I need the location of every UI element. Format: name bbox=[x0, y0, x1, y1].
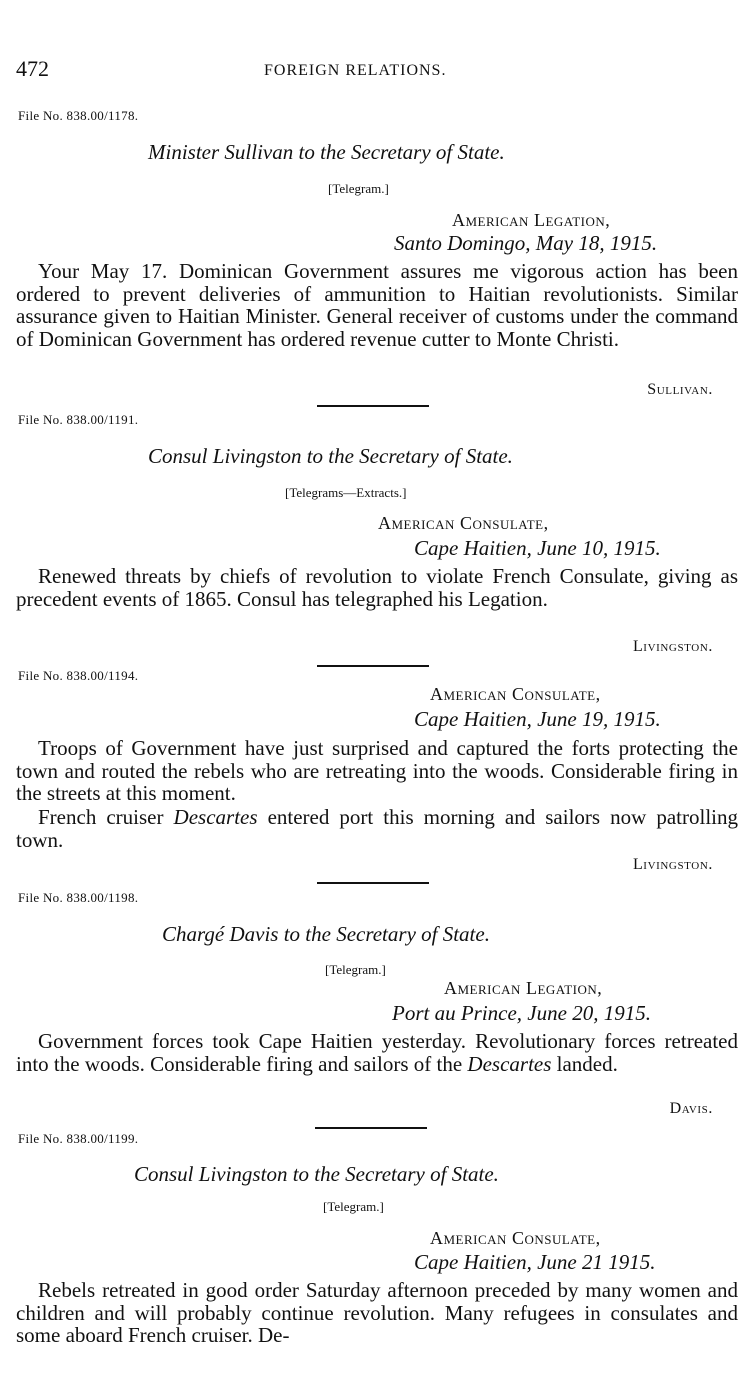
entry-title: Consul Livingston to the Secretary of State. bbox=[148, 444, 513, 468]
file-number: File No. 838.00/1194. bbox=[18, 668, 139, 683]
file-number: File No. 838.00/1191. bbox=[18, 412, 139, 427]
section-divider bbox=[317, 665, 429, 667]
entry-title: Minister Sullivan to the Secretary of State. bbox=[148, 140, 505, 164]
entry-title: Chargé Davis to the Secretary of State. bbox=[162, 922, 490, 946]
address-line: American Consulate, bbox=[430, 684, 601, 704]
place-date: Santo Domingo, May 18, 1915. bbox=[394, 231, 658, 255]
telegram-tag: [Telegrams—Extracts.] bbox=[285, 485, 407, 500]
signature: Livingston. bbox=[632, 638, 713, 655]
section-divider bbox=[317, 405, 429, 407]
file-number: File No. 838.00/1178. bbox=[18, 108, 139, 123]
page-number: 472 bbox=[16, 56, 49, 81]
message-body: Government forces took Cape Haitien yesterday. Revolutionary forces retreated into the woods. Considerable firing and sailors of the Descartes landed. bbox=[16, 1029, 738, 1076]
place-date: Cape Haitien, June 21 1915. bbox=[414, 1250, 656, 1274]
address-line: American Legation, bbox=[452, 210, 611, 230]
address-line: American Consulate, bbox=[430, 1228, 601, 1248]
message-body: Rebels retreated in good order Saturday afternoon preceded by many women and children and will probably continue revolution. Many refugees in consulates and some aboard French cruiser. De- bbox=[16, 1278, 738, 1348]
signature: Sullivan. bbox=[647, 381, 713, 398]
place-date: Cape Haitien, June 10, 1915. bbox=[414, 536, 661, 560]
signature: Livingston. bbox=[632, 856, 713, 873]
file-number: File No. 838.00/1198. bbox=[18, 890, 139, 905]
message-body: Troops of Government have just surprised and captured the forts protecting the town and routed the rebels who are retreating into the woods. Considerable firing in the streets at this moment. bbox=[16, 736, 738, 806]
message-body: Renewed threats by chiefs of revolution to violate French Consulate, giving as precedent events of 1865. Consul has telegraphed his Legation. bbox=[16, 564, 738, 611]
telegram-tag: [Telegram.] bbox=[328, 181, 389, 196]
message-body-2: French cruiser Descartes entered port this morning and sailors now patrolling town. bbox=[16, 805, 738, 852]
message-body: Your May 17. Dominican Government assures me vigorous action has been ordered to prevent deliveries of ammunition to Haitian revolutionists. Similar assurance given to Haitian Minister. General receiver of customs under the command of Dominican Government has ordered revenue cutter to Monte Christi. bbox=[16, 259, 738, 351]
telegram-tag: [Telegram.] bbox=[325, 962, 386, 977]
place-date: Cape Haitien, June 19, 1915. bbox=[414, 707, 661, 731]
running-head: FOREIGN RELATIONS. bbox=[264, 62, 447, 79]
address-line: American Legation, bbox=[444, 978, 603, 998]
signature: Davis. bbox=[669, 1100, 713, 1117]
file-number: File No. 838.00/1199. bbox=[18, 1131, 139, 1146]
address-line: American Consulate, bbox=[378, 513, 549, 533]
entry-title: Consul Livingston to the Secretary of State. bbox=[134, 1162, 499, 1186]
telegram-tag: [Telegram.] bbox=[323, 1199, 384, 1214]
section-divider bbox=[317, 882, 429, 884]
section-divider bbox=[315, 1127, 427, 1129]
place-date: Port au Prince, June 20, 1915. bbox=[392, 1001, 651, 1025]
